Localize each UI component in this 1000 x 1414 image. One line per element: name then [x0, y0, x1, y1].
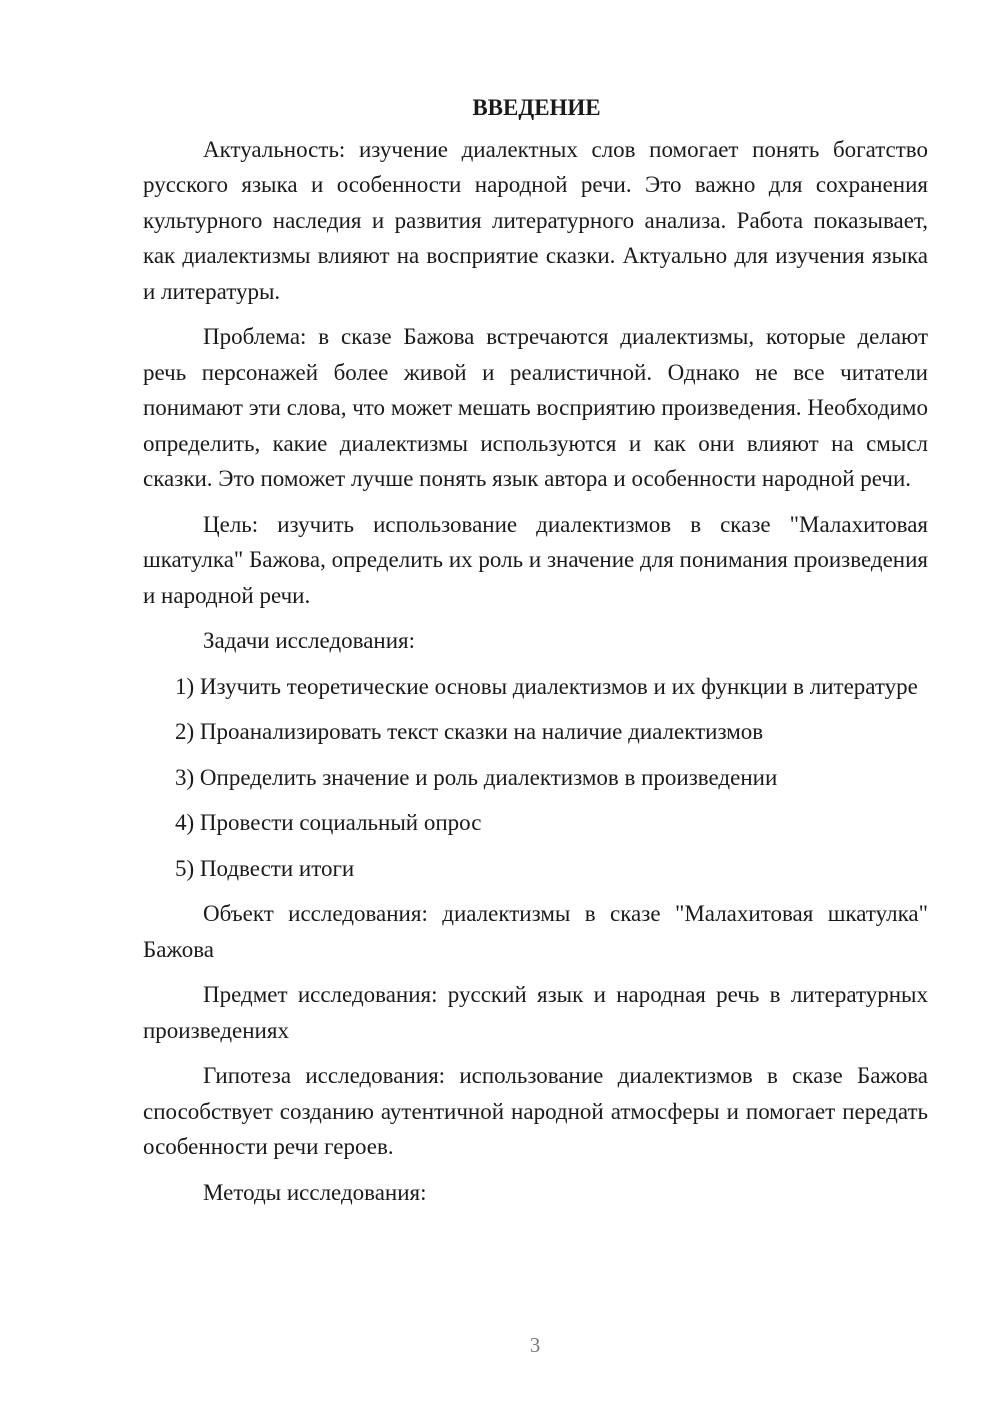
relevance-paragraph: Актуальность: изучение диалектных слов помогает понять богатство русского языка и особенности народной речи. Это важно для сохранения культурного наследия и развития литературного анализа. Работа показывает, как диалектизмы влияют на восприятие сказки. Актуально для изучения языка и литературы.	[143, 136, 928, 304]
tasks-list	[143, 669, 928, 887]
subject-paragraph: Предмет исследования: русский язык и народная речь в литературных произведениях	[143, 982, 928, 1043]
problem-paragraph: Проблема: в сказе Бажова встречаются диалектизмы, которые делают речь персонажей более живой и реалистичной. Однако не все читатели понимают эти слова, что может мешать восприятию произведения. Необходимо определить, какие диалектизмы используются и как они влияют на смысл сказки. Это поможет лучше понять язык автора и особенности народной речи.	[143, 324, 928, 491]
task-item: 1) Изучить теоретические основы диалектизмов и их функции в литературе	[175, 673, 918, 699]
task-item: 3) Определить значение и роль диалектизмов в произведении	[175, 764, 778, 790]
page-number: 3	[529, 1333, 541, 1357]
task-item: 5) Подвести итоги	[175, 855, 355, 881]
task-item: 2) Проанализировать текст сказки на наличие диалектизмов	[175, 719, 764, 744]
page-content	[143, 90, 928, 1220]
task-item: 4) Провести социальный опрос	[175, 810, 482, 835]
section-title: ВВЕДЕНИЕ	[472, 95, 601, 120]
hypothesis-paragraph: Гипотеза исследования: использование диалектизмов в сказе Бажова способствует созданию аутентичной народной атмосферы и помогает передать особенности речи героев.	[143, 1063, 928, 1159]
goal-paragraph: Цель: изучить использование диалектизмов в сказе "Малахитовая шкатулка" Бажова, определить их роль и значение для понимания произведения и народной речи.	[143, 511, 928, 608]
methods-heading: Методы исследования:	[203, 1179, 427, 1205]
object-paragraph: Объект исследования: диалектизмы в сказе "Малахитовая шкатулка" Бажова	[143, 901, 928, 962]
tasks-heading: Задачи исследования:	[203, 628, 416, 653]
